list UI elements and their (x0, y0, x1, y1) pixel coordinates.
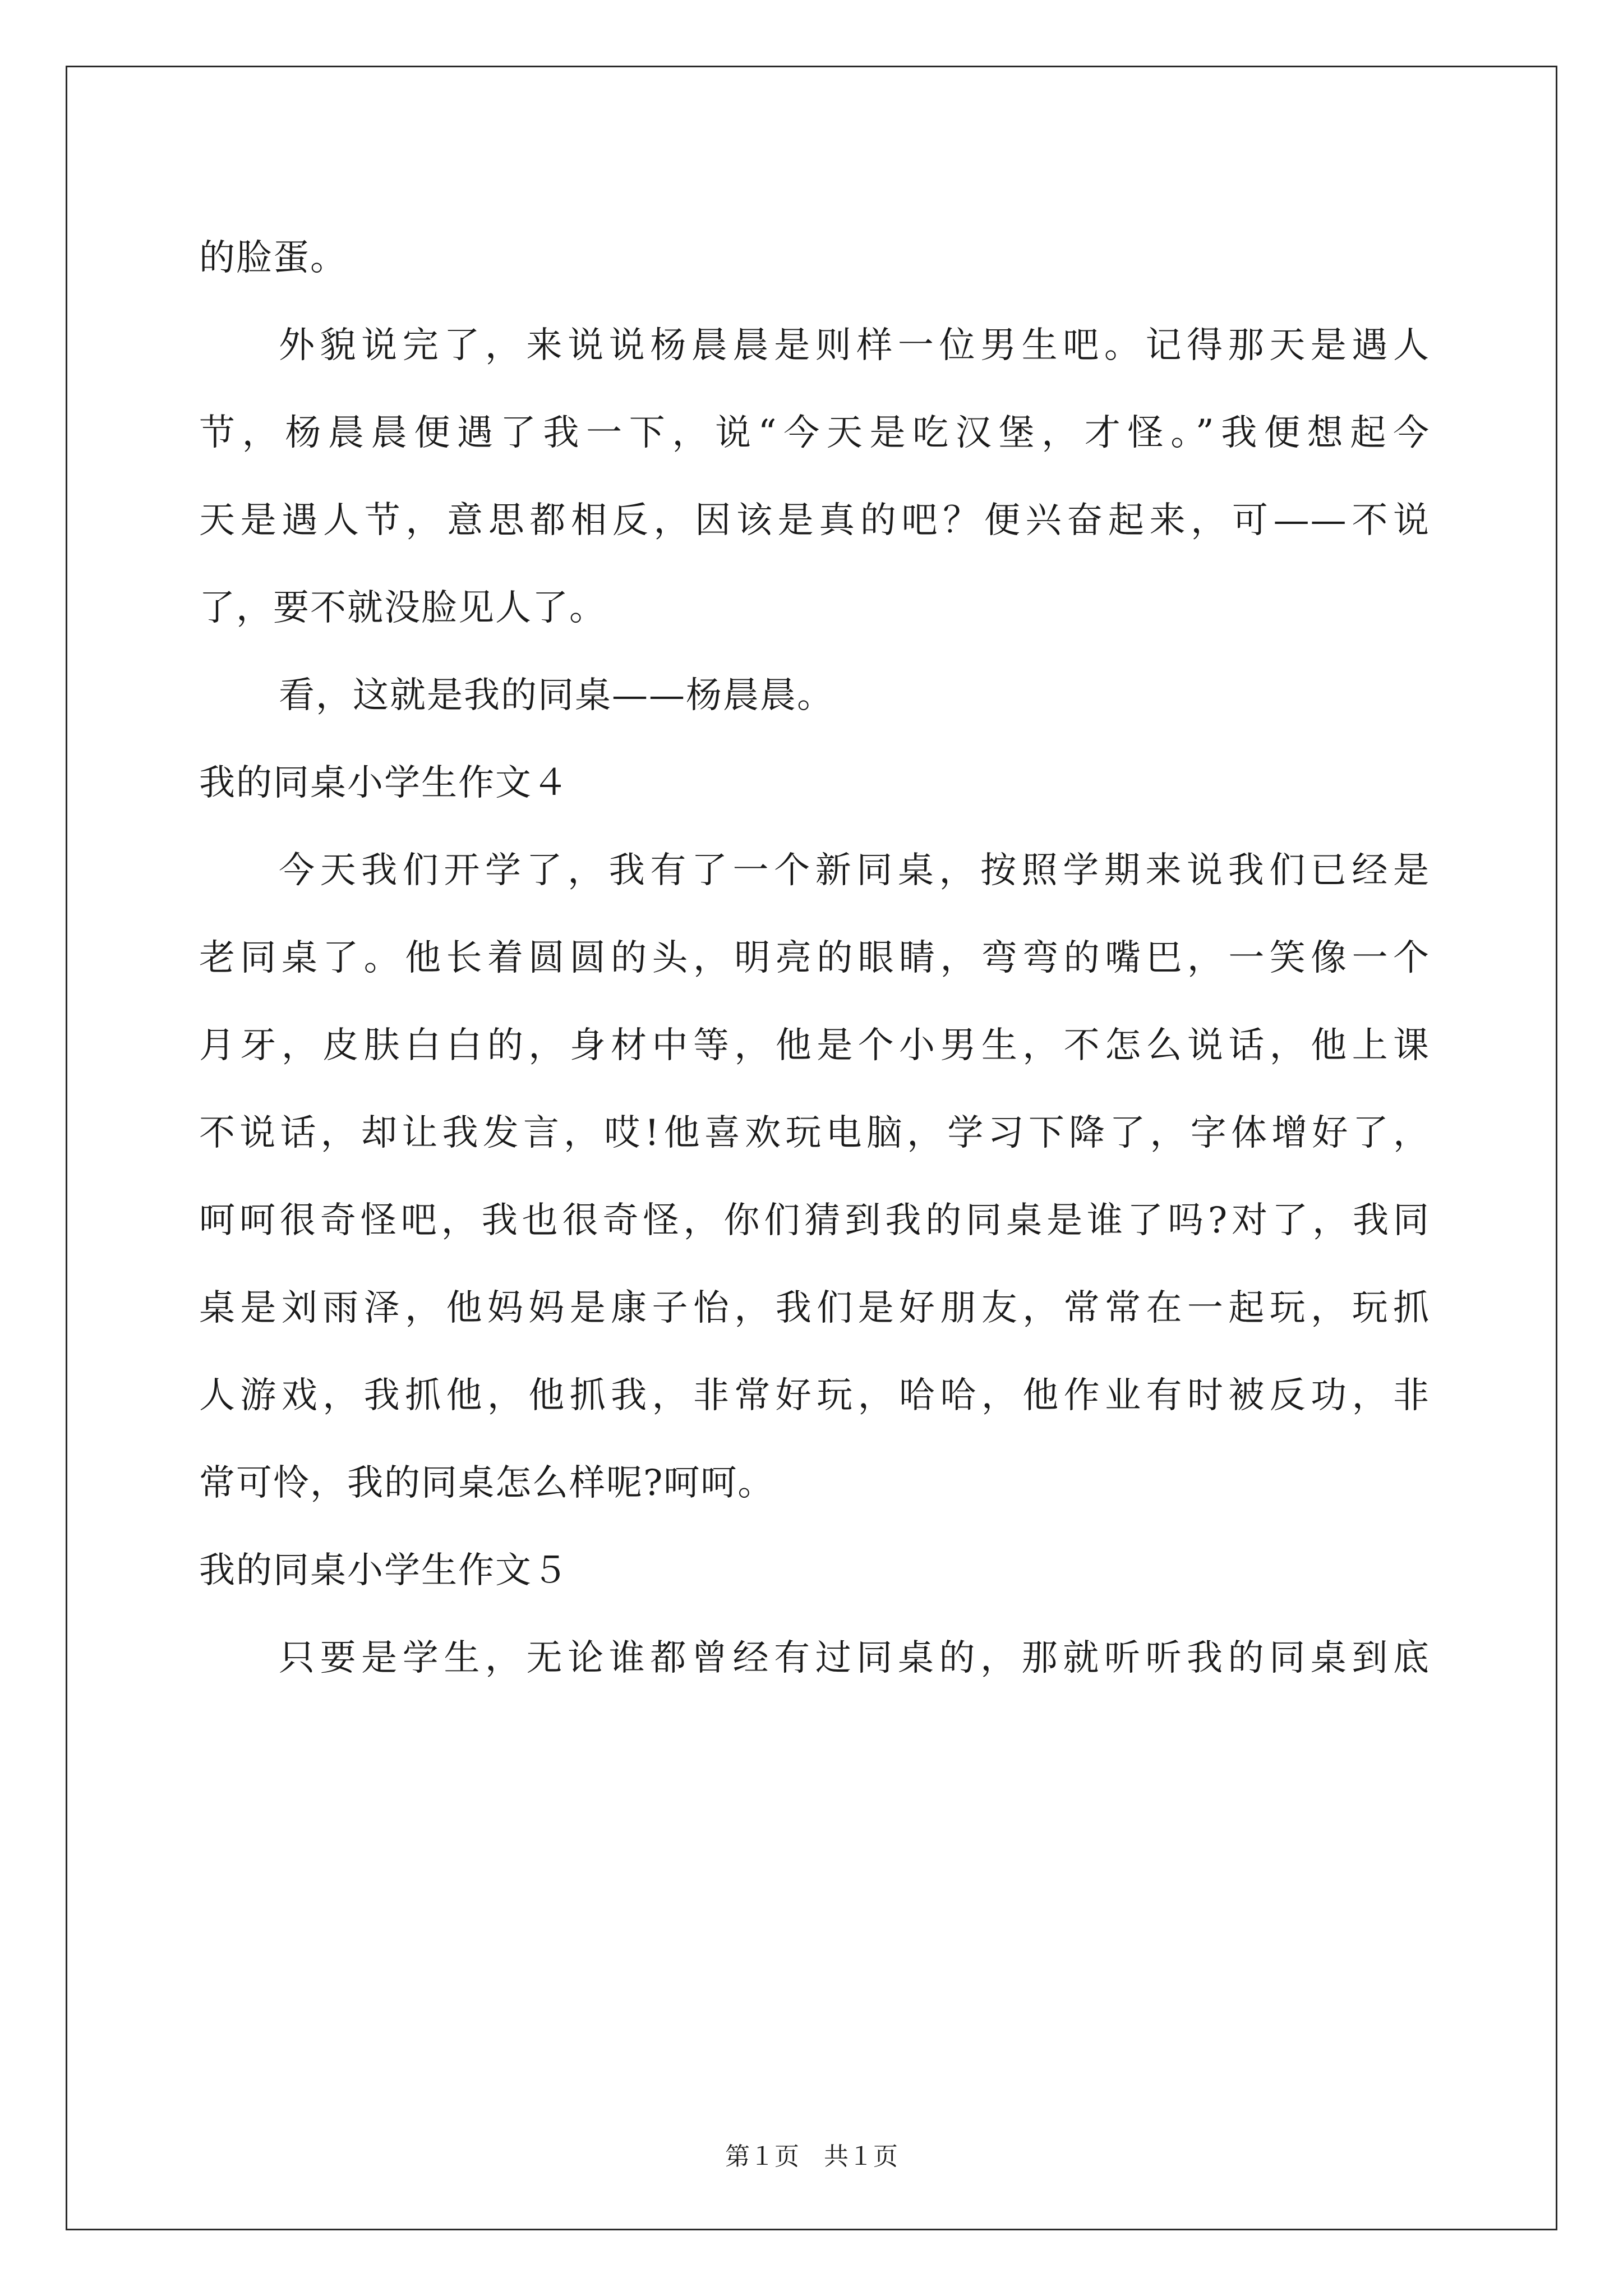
text-line: 天是遇人节，意思都相反，因该是真的吧？便兴奋起来，可——不说 (199, 500, 1430, 541)
text-line: 我的同桌小学生作文４ (199, 762, 569, 804)
page-footer: 第１页 共１页 (725, 2142, 898, 2171)
text-line: 月牙，皮肤白白的，身材中等，他是个小男生，不怎么说话，他上课 (199, 1025, 1430, 1066)
text-line: 呵呵很奇怪吧，我也很奇怪，你们猜到我的同桌是谁了吗?对了，我同 (199, 1200, 1430, 1241)
text-line: 常可怜，我的同桌怎么样呢?呵呵。 (199, 1462, 775, 1504)
text-line: 的脸蛋。 (199, 237, 347, 279)
text-line: 了，要不就没脸见人了。 (199, 587, 606, 629)
text-line: 我的同桌小学生作文５ (199, 1550, 569, 1591)
text-line: 今天我们开学了，我有了一个新同桌，按照学期来说我们已经是 (279, 850, 1430, 891)
document-body (199, 214, 1430, 1702)
text-line: 节，杨晨晨便遇了我一下，说“今天是吃汉堡，才怪。”我便想起今 (199, 412, 1430, 454)
text-line: 只要是学生，无论谁都曾经有过同桌的，那就听听我的同桌到底 (279, 1637, 1430, 1679)
text-line: 桌是刘雨泽，他妈妈是康子怡，我们是好朋友，常常在一起玩，玩抓 (199, 1287, 1430, 1329)
text-line: 外貌说完了，来说说杨晨晨是则样一位男生吧。记得那天是遇人 (279, 325, 1430, 366)
text-line: 人游戏，我抓他，他抓我，非常好玩，哈哈，他作业有时被反功，非 (199, 1375, 1430, 1416)
text-line: 看，这就是我的同桌——杨晨晨。 (279, 675, 834, 716)
text-line: 老同桌了。他长着圆圆的头，明亮的眼睛，弯弯的嘴巴，一笑像一个 (199, 937, 1430, 979)
text-line: 不说话，却让我发言，哎!他喜欢玩电脑，学习下降了，字体增好了， (199, 1112, 1430, 1154)
